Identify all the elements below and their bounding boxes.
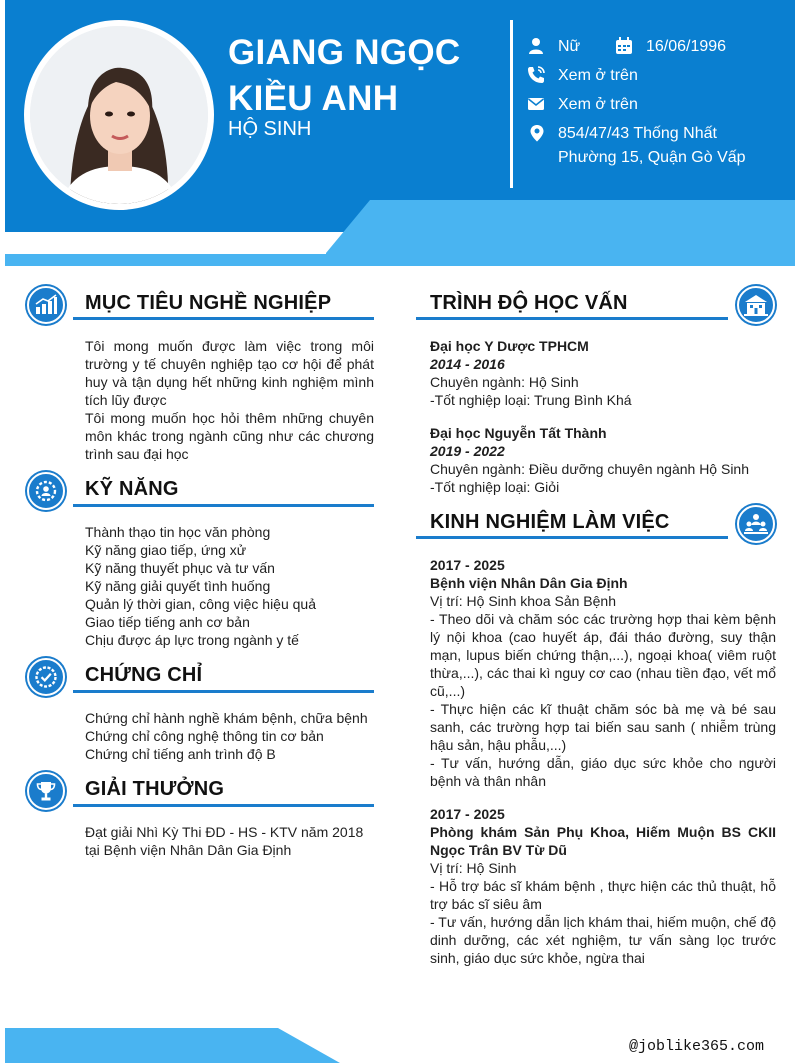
experience-section-icon	[737, 505, 775, 543]
education-underline	[416, 317, 728, 320]
job-duty: - Tư vấn, hướng dẫn, giáo dục sức khỏe cho người bệnh và thân nhân	[430, 755, 776, 789]
school-grade: -Tốt nghiệp loại: Trung Bình Khá	[430, 392, 632, 408]
cv-footer	[0, 1020, 796, 1063]
education-section-icon	[737, 286, 775, 324]
education-list	[430, 337, 776, 496]
skill-item: Thành thạo tin học văn phòng	[85, 524, 271, 540]
school-grade: -Tốt nghiệp loại: Giỏi	[430, 479, 560, 495]
objective-text	[85, 337, 374, 463]
name-line-2: KIỀU ANH	[228, 79, 399, 118]
education-entry	[430, 424, 776, 496]
birthdate-text: 16/06/1996	[646, 38, 727, 55]
job-duty: - Hỗ trợ bác sĩ khám bệnh , thực hiện các thủ thuật, hỗ trợ bác sĩ siêu âm	[430, 878, 776, 912]
job-place: Bệnh viện Nhân Dân Gia Định	[430, 575, 628, 591]
job-entry	[430, 556, 776, 790]
address-line-2: Phường 15, Quận Gò Vấp	[558, 149, 746, 166]
objective-title: MỤC TIÊU NGHỀ NGHIỆP	[85, 292, 332, 314]
badge-check-icon	[34, 665, 58, 689]
website-text: @joblike365.com	[628, 1038, 764, 1055]
objective-paragraph-1: Tôi mong muốn được làm việc trong môi trường y tế chuyên nghiệp tạo cơ hội để phát huy và tận dụng hết những kinh nghiệm mình tích lũy được	[85, 338, 374, 408]
avatar	[30, 26, 208, 204]
job-entry	[430, 805, 776, 967]
job-years: 2017 - 2025	[430, 557, 505, 573]
email-text: Xem ở trên	[558, 96, 638, 113]
trophy-icon	[34, 779, 58, 803]
certificates-underline	[73, 690, 374, 693]
experience-title: KINH NGHIỆM LÀM VIỆC	[430, 511, 670, 533]
skill-item: Quản lý thời gian, công việc hiệu quả	[85, 596, 316, 612]
cv-header	[0, 0, 796, 270]
school-major: Chuyên ngành: Hộ Sinh	[430, 374, 579, 390]
experience-list	[430, 556, 776, 967]
skills-list	[85, 523, 374, 649]
certificates-list	[85, 709, 374, 763]
gear-user-icon	[34, 479, 58, 503]
calendar-icon	[615, 37, 633, 55]
phone-text: Xem ở trên	[558, 67, 638, 84]
address	[558, 122, 746, 170]
skills-section-icon	[27, 472, 65, 510]
school-years: 2014 - 2016	[430, 356, 505, 372]
school-years: 2019 - 2022	[430, 443, 505, 459]
school-name: Đại học Nguyễn Tất Thành	[430, 425, 607, 441]
job-title: HỘ SINH	[228, 118, 312, 140]
job-place: Phòng khám Sản Phụ Khoa, Hiếm Muộn BS CKII Ngọc Trân BV Từ Dũ	[430, 824, 776, 858]
certificate-item: Chứng chỉ công nghệ thông tin cơ bản	[85, 728, 324, 744]
skill-item: Giao tiếp tiếng anh cơ bản	[85, 614, 250, 630]
certificate-item: Chứng chỉ hành nghề khám bệnh, chữa bệnh	[85, 710, 368, 726]
skill-item: Kỹ năng thuyết phục và tư vấn	[85, 560, 275, 576]
certificates-section-icon	[27, 658, 65, 696]
job-duty: - Tư vấn, hướng dẫn lịch khám thai, hiếm muộn, chế độ dinh dưỡng, các xét nghiệm, tư vấn sàng lọc trước sinh, giáo dục sức khỏe, ngừa thai	[430, 914, 776, 966]
awards-text: Đạt giải Nhì Kỳ Thi ĐD - HS - KTV năm 2018 tại Bệnh viện Nhân Dân Gia Định	[85, 824, 364, 858]
awards-title: GIẢI THƯỞNG	[85, 778, 225, 800]
job-years: 2017 - 2025	[430, 806, 505, 822]
candidate-name	[228, 30, 498, 122]
address-line-1: 854/47/43 Thống Nhất	[558, 125, 717, 142]
job-position: Vị trí: Hộ Sinh	[430, 860, 517, 876]
school-major: Chuyên ngành: Điều dưỡng chuyên ngành Hộ Sinh	[430, 461, 749, 477]
skill-item: Chịu được áp lực trong ngành y tế	[85, 632, 299, 648]
education-entry	[430, 337, 776, 409]
skill-item: Kỹ năng giải quyết tình huống	[85, 578, 271, 594]
phone-icon	[527, 66, 545, 84]
school-name: Đại học Y Dược TPHCM	[430, 338, 589, 354]
gender-text: Nữ	[558, 38, 581, 55]
person-icon	[527, 37, 545, 55]
job-duty: - Thực hiện các kĩ thuật chăm sóc bà mẹ và bé sau sanh, các trường hợp tai biến sau sanh ( nhiễm trùng hậu sản, hậu phẫu,...)	[430, 701, 776, 753]
name-line-1: GIANG NGỌC	[228, 33, 461, 72]
experience-underline	[416, 536, 728, 539]
location-icon	[528, 124, 546, 142]
objective-paragraph-2: Tôi mong muốn học hỏi thêm những chuyên môn khác trong ngành cũng như các chương trình sau đại học	[85, 410, 374, 462]
objective-underline	[73, 317, 374, 320]
skills-title: KỸ NĂNG	[85, 478, 179, 500]
awards-section-icon	[27, 772, 65, 810]
certificates-title: CHỨNG CHỈ	[85, 664, 203, 686]
email-icon	[527, 95, 545, 113]
certificate-item: Chứng chỉ tiếng anh trình độ B	[85, 746, 276, 762]
awards-underline	[73, 804, 374, 807]
header-divider	[510, 20, 513, 188]
growth-chart-icon	[34, 294, 58, 316]
job-position: Vị trí: Hộ Sinh khoa Sản Bệnh	[430, 593, 616, 609]
education-title: TRÌNH ĐỘ HỌC VẤN	[430, 292, 628, 314]
school-building-icon	[743, 293, 769, 317]
objective-section-icon	[27, 286, 65, 324]
profile-photo	[24, 20, 214, 210]
team-icon	[743, 512, 769, 536]
skills-underline	[73, 504, 374, 507]
job-duty: - Theo dõi và chăm sóc các trường hợp thai kèm bệnh lý nội khoa (cao huyết áp, đái tháo đường, suy thận mạn, lupus biến chứng thận,...), ngoại khoa( viêm ruột thừa,...), các thai kì nguy cơ cao (nhau tiền đạo, vết mổ cũ,...)	[430, 611, 776, 699]
skill-item: Kỹ năng giao tiếp, ứng xử	[85, 542, 247, 558]
